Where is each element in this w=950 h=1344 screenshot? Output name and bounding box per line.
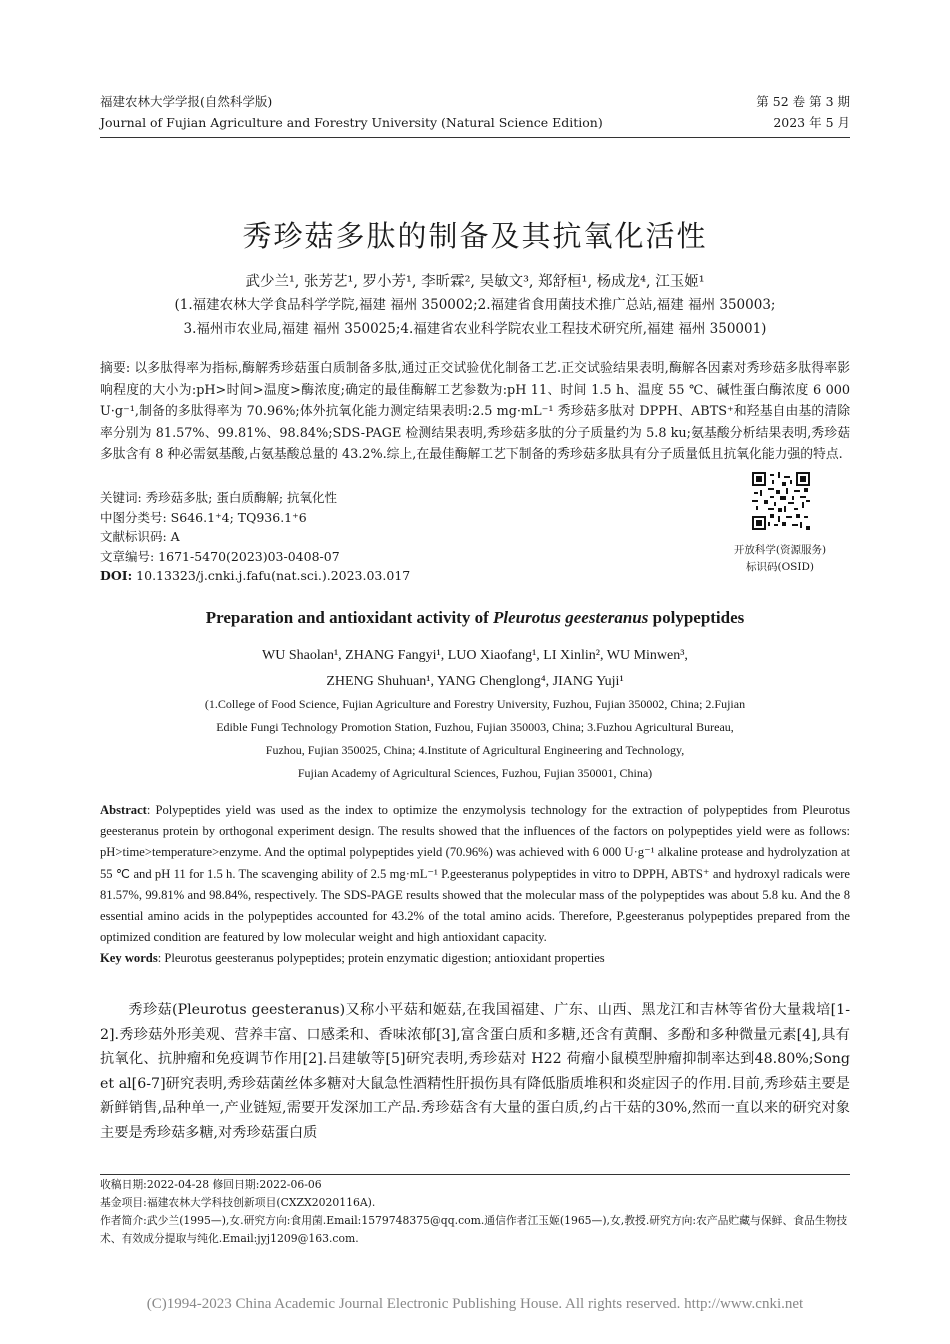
- keywords-en-text: : Pleurotus geesteranus polypeptides; protein enzymatic digestion; antioxidant properties: [157, 951, 605, 966]
- abstract-cn: [100, 358, 850, 466]
- footnotes: [100, 1176, 850, 1248]
- footnote-author-bio: 作者简介:武少兰(1995—),女.研究方向:食用菌.Email:1579748375@qq.com.通信作者江玉姬(1965—),女,教授.研究方向:农产品贮藏与保鲜、食品生物技术、有效成分提取与纯化.Email:jyj1209@163.com.: [100, 1214, 848, 1245]
- osid-caption-line-2: 标识码(OSID): [745, 561, 815, 573]
- paper-title-cn: 秀珍菇多肽的制备及其抗氧化活性: [242, 219, 708, 253]
- intro-paragraph: 秀珍菇(Pleurotus geesteranus)又称小平菇和姬菇,在我国福建、广东、山西、黑龙江和吉林等省份大量栽培[1-2].秀珍菇外形美观、营养丰富、口感柔和、香味浓郁[3],富含蛋白质和多糖,还含有黄酮、多酚和多种微量元素[4],具有抗氧化、抗肿瘤和免疫调节作用[2].吕建敏等[5]研究表明,秀珍菇对 H22 荷瘤小鼠模型肿瘤抑制率达到48.80%;Song et al[6-7]研究表明,秀珍菇菌丝体多糖对大鼠急性酒精性肝损伤具有降低脂质堆积和炎症因子的作用.目前,秀珍菇主要是新鲜销售,品种单一,产业链短,需要开发深加工产品.秀珍菇含有大量的蛋白质,约占干菇的30%,然而一直以来的研究对象主要是秀珍菇多糖,对秀珍菇蛋白质: [100, 1002, 850, 1141]
- keywords-cn: 关键词: 秀珍菇多肽; 蛋白质酶解; 抗氧化性: [100, 490, 338, 505]
- abstract-cn-text: 摘要: 以多肽得率为指标,酶解秀珍菇蛋白质制备多肽,通过正交试验优化制备工艺.正交试验结果表明,酶解各因素对秀珍菇多肽得率影响程度的大小为:pH>时间>温度>酶浓度;确定的最佳酶解工艺参数为:pH 11、时间 1.5 h、温度 55 ℃、碱性蛋白酶浓度 6 000 U·g⁻¹,制备的多肽得率为 70.96%;体外抗氧化能力测定结果表明:2.5 mg·mL⁻¹ 秀珍菇多肽对 DPPH、ABTS⁺和羟基自由基的清除率分别为 81.57%、99.81%、98.84%;SDS-PAGE 检测结果表明,秀珍菇多肽的分子质量约为 5.8 ku;氨基酸分析结果表明,秀珍菇多肽含有 8 种必需氨基酸,占氨基酸总量的 43.2%.综上,在最佳酶解工艺下制备的秀珍菇多肽具有分子质量低且抗氧化能力强的特点.: [100, 361, 850, 462]
- doi-value: 10.13323/j.cnki.j.fafu(nat.sci.).2023.03.017: [132, 568, 411, 583]
- affiliation-en-line-3: Fuzhou, Fujian 350025, China; 4.Institute of Agricultural Engineering and Technology,: [265, 743, 685, 757]
- publication-date: 2023 年 5 月: [773, 115, 850, 130]
- title-en-species: Pleurotus geesteranus: [493, 608, 649, 627]
- authors-cn: 武少兰¹, 张芳艺¹, 罗小芳¹, 李昕霖², 吴敏文³, 郑舒桓¹, 杨成龙⁴, 江玉姬¹: [245, 274, 705, 290]
- cnki-copyright: (C)1994-2023 China Academic Journal Electronic Publishing House. All rights reserved. http://www.cnki.net: [146, 1296, 804, 1312]
- footnote-rule: [100, 1174, 850, 1175]
- abstract-en-label: Abstract: [100, 803, 147, 817]
- document-code: 文献标识码: A: [100, 529, 180, 544]
- authors-en-line-1: WU Shaolan¹, ZHANG Fangyi¹, LUO Xiaofang¹, LI Xinlin², WU Minwen³,: [262, 648, 688, 663]
- doi-label: DOI:: [100, 568, 133, 583]
- journal-name-en: Journal of Fujian Agriculture and Forestry University (Natural Science Edition): [100, 115, 603, 130]
- affiliation-cn-line-2: 3.福州市农业局,福建 福州 350025;4.福建省农业科学院农业工程技术研究所,福建 福州 350001): [183, 321, 767, 337]
- body-text: [100, 998, 850, 1145]
- abstract-en-text: : Polypeptides yield was used as the index to optimize the enzymolysis technology for the extraction of polypeptides from Pleurotus geesteranus protein by orthogonal experiment design. The results showed that the influences of the factors on polypeptides yield were as follows: pH>time>temperature>enzyme. And the optimal polypeptides yield (70.96%) was achieved with 6 000 U·g⁻¹ alkaline protease and hydrolyzation at 55 ℃ and pH 11 for 1.5 h. The scavenging ability of 2.5 mg·mL⁻¹ P.geesteranus polypeptides in vitro to DPPH, ABTS⁺ and hydroxyl radicals were 81.57%, 99.81% and 98.84%, respectively. The SDS-PAGE results showed that the molecular mass of the polypeptides was about 5.8 ku. And the 8 essential amino acids in the polypeptides accounted for 43.2% of the total amino acids. Therefore, P.geesteranus polypeptides prepared from the optimized condition are featured by low molecular weight and high antioxidant capacity.: [100, 803, 850, 945]
- authors-en-line-2: ZHENG Shuhuan¹, YANG Chenglong⁴, JIANG Yuji¹: [326, 674, 624, 689]
- keywords-en-paragraph: [100, 948, 850, 969]
- footnote-dates: 收稿日期:2022-04-28 修回日期:2022-06-06: [100, 1178, 322, 1191]
- osid-qr-code[interactable]: [752, 472, 810, 530]
- header-rule: [100, 137, 850, 138]
- volume-issue: 第 52 卷 第 3 期: [756, 94, 850, 109]
- article-number: 文章编号: 1671-5470(2023)03-0408-07: [100, 548, 340, 564]
- osid-caption: [720, 542, 840, 576]
- clc-number: 中图分类号: S646.1⁺4; TQ936.1⁺6: [100, 509, 307, 525]
- article-meta: [100, 488, 410, 586]
- affiliation-en-line-4: Fujian Academy of Agricultural Sciences, Fuzhou, Fujian 350001, China): [297, 766, 653, 780]
- paper-title-en: [100, 608, 850, 628]
- affiliation-cn-line-1: (1.福建农林大学食品科学学院,福建 福州 350002;2.福建省食用菌技术推广总站,福建 福州 350003;: [174, 297, 776, 313]
- doi-line: [100, 566, 410, 586]
- affiliation-en-line-2: Edible Fungi Technology Promotion Station, Fuzhou, Fujian 350003, China; 3.Fuzhou Agricultural Bureau,: [216, 720, 734, 734]
- osid-caption-line-1: 开放科学(资源服务): [733, 544, 827, 556]
- affiliation-en-line-1: (1.College of Food Science, Fujian Agriculture and Forestry University, Fuzhou, Fujian 350002, China; 2.Fujian: [204, 697, 746, 711]
- abstract-en: [100, 800, 850, 970]
- abstract-en-paragraph: [100, 800, 850, 948]
- journal-name-cn: 福建农林大学学报(自然科学版): [100, 94, 273, 109]
- footnote-funding: 基金项目:福建农林大学科技创新项目(CXZX2020116A).: [100, 1196, 376, 1209]
- title-en-suffix: polypeptides: [648, 608, 745, 627]
- keywords-en-label: Key words: [100, 951, 158, 966]
- title-en-prefix: Preparation and antioxidant activity of: [205, 608, 493, 627]
